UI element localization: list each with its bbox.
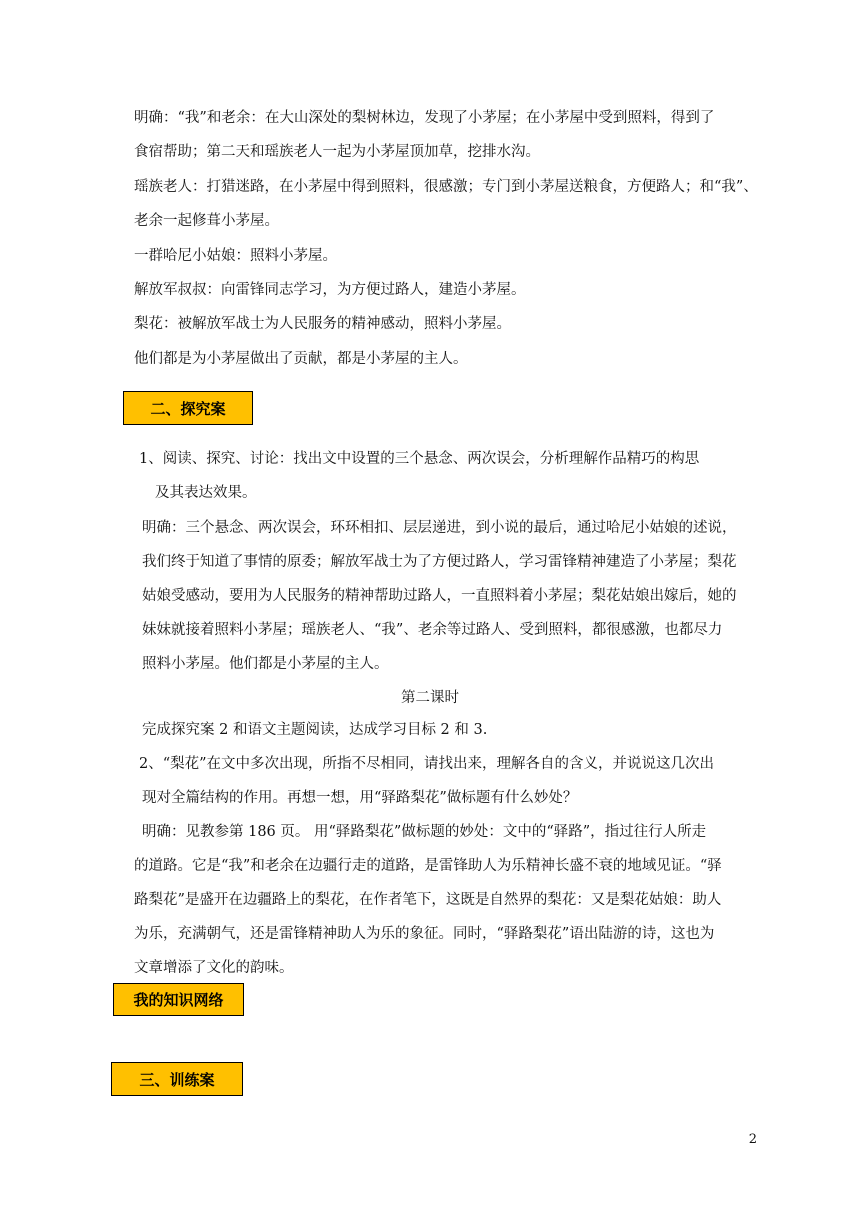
answer-line: 文章增添了文化的韵味。 [134,960,294,976]
answer-line: 妹妹就接着照料小茅屋；瑶族老人、“我”、老余等过路人、受到照料，都很感激，也都尽力 [142,622,723,638]
text-line: 瑶族老人：打猎迷路，在小茅屋中得到照料，很感激；专门到小茅屋送粮食，方便路人；和“我”、 [134,179,758,195]
text-line: 一群哈尼小姑娘：照料小茅屋。 [134,248,337,264]
answer-line: 姑娘受感动，要用为人民服务的精神帮助过路人，一直照料着小茅屋；梨花姑娘出嫁后，她的 [142,588,737,604]
answer-line: 明确：见教参第 186 页。 用“驿路梨花”做标题的妙处：文中的“驿路”，指过往行人所走 [142,824,707,840]
text-line: 及其表达效果。 [155,485,257,501]
text-line: 现对全篇结构的作用。再想一想，用“驿路梨花”做标题有什么妙处？ [142,790,578,806]
section-heading-network: 我的知识网络 [113,983,244,1016]
text-line: 完成探究案 2 和语文主题阅读，达成学习目标 2 和 3. [142,722,488,738]
page-number: 2 [748,1132,757,1147]
question-1: 1、阅读、探究、讨论：找出文中设置的三个悬念、两次误会，分析理解作品精巧的构思 [139,451,700,467]
answer-line: 照料小茅屋。他们都是小茅屋的主人。 [142,656,389,672]
text-line: 他们都是为小茅屋做出了贡献，都是小茅屋的主人。 [134,351,468,367]
answer-line: 为乐，充满朝气，还是雷锋精神助人为乐的象征。同时，“驿路梨花”语出陆游的诗，这也为 [134,926,715,942]
text-line: 老余一起修葺小茅屋。 [134,213,279,229]
text-line: 解放军叔叔：向雷锋同志学习，为方便过路人，建造小茅屋。 [134,282,526,298]
answer-line: 路梨花”是盛开在边疆路上的梨花，在作者笔下，这既是自然界的梨花：又是梨花姑娘：助人 [134,892,722,908]
answer-line: 明确：三个悬念、两次误会，环环相扣、层层递进，到小说的最后，通过哈尼小姑娘的述说， [142,520,737,536]
answer-line: 我们终于知道了事情的原委；解放军战士为了方便过路人，学习雷锋精神建造了小茅屋；梨花 [142,554,737,570]
text-line: 明确：“我”和老余：在大山深处的梨树林边，发现了小茅屋；在小茅屋中受到照料，得到了 [134,110,715,126]
answer-line: 的道路。它是“我”和老余在边疆行走的道路，是雷锋助人为乐精神长盛不衰的地域见证。“驿 [134,858,722,874]
lesson-title: 第二课时 [401,690,459,706]
text-line: 梨花：被解放军战士为人民服务的精神感动，照料小茅屋。 [134,316,511,332]
section-heading-training: 三、训练案 [111,1062,243,1096]
question-2: 2、“梨花”在文中多次出现，所指不尽相同，请找出来，理解各自的含义，并说说这几次出 [139,756,715,772]
section-heading-explore: 二、探究案 [123,391,253,425]
text-line: 食宿帮助；第二天和瑶族老人一起为小茅屋顶加草，挖排水沟。 [134,144,540,160]
